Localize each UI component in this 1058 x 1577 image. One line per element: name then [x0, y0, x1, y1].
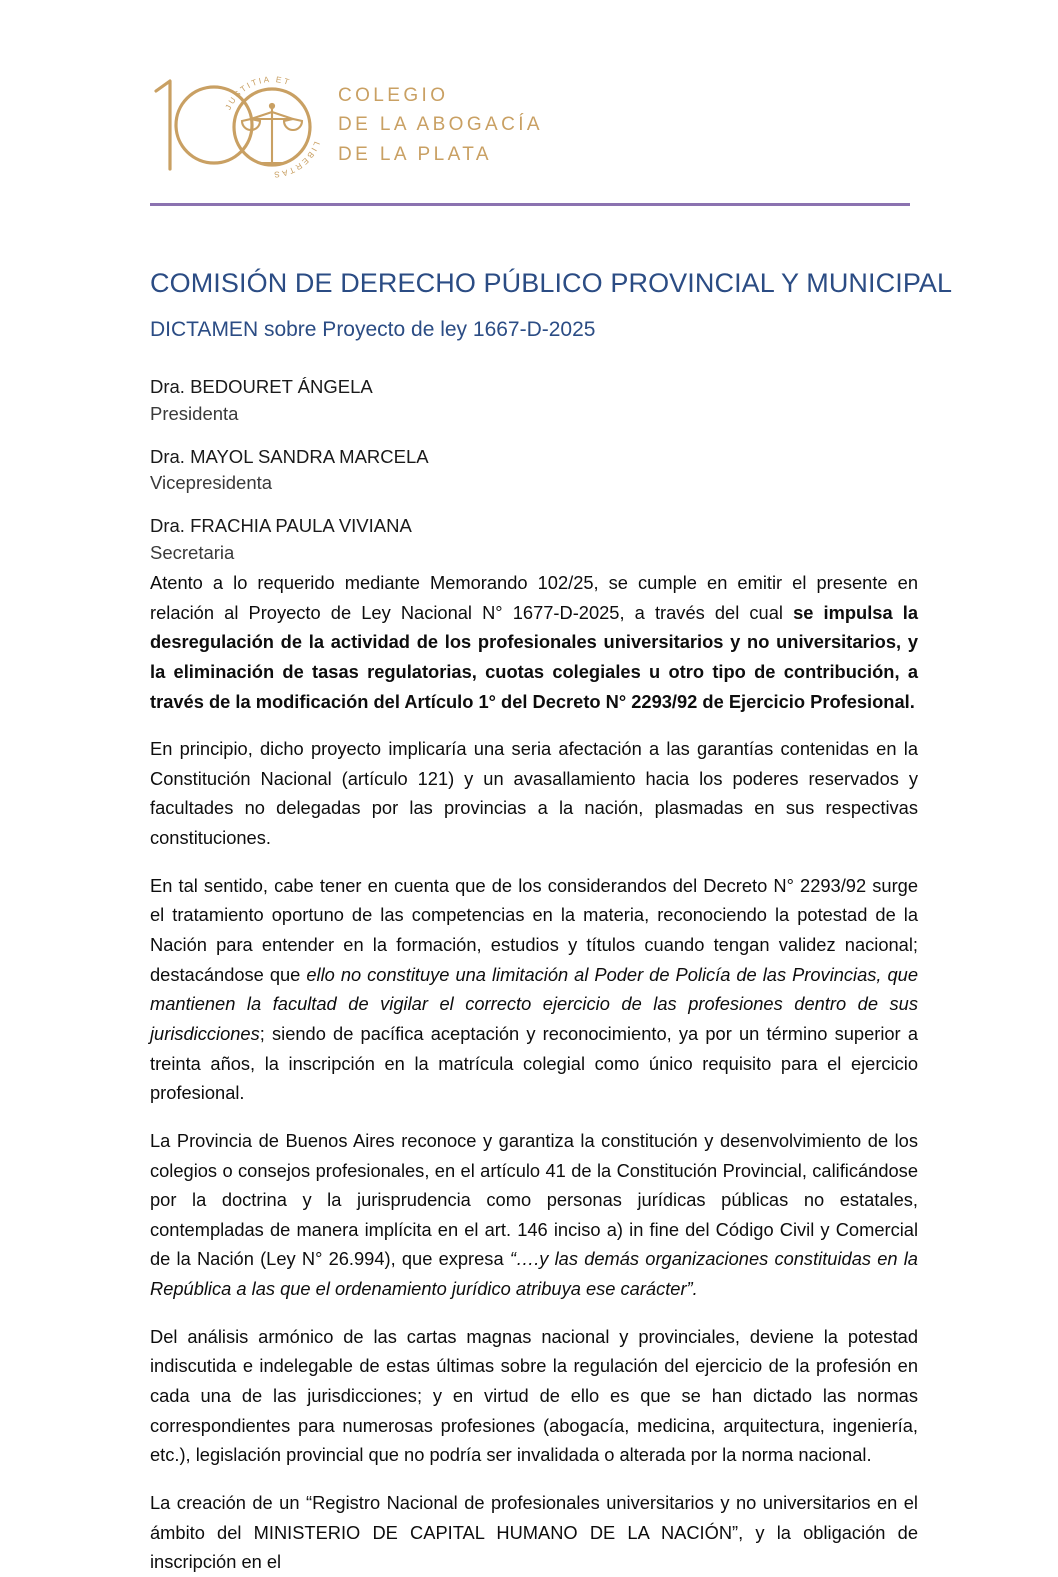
signatory-item: [150, 444, 850, 498]
paragraph: [150, 1322, 918, 1470]
signatory-item: [150, 374, 850, 428]
paragraph: [150, 734, 918, 853]
wordmark-line-1: COLEGIO: [338, 84, 449, 106]
page-title: COMISIÓN DE DERECHO PÚBLICO PROVINCIAL Y MUNICIPAL: [150, 268, 953, 298]
text-run-italic: ello no constituye una limitación al Poder de Policía de las Provincias, que mantienen la facultad de vigilar el correcto ejercicio de las profesiones dentro de sus jurisdicciones: [150, 963, 919, 1044]
signatory-name: Dra. MAYOL SANDRA MARCELA: [150, 445, 429, 467]
signatory-role: Presidenta: [150, 402, 239, 424]
signatory-name: Dra. BEDOURET ÁNGELA: [150, 376, 373, 397]
paragraph: [150, 1488, 918, 1577]
paragraph: [150, 568, 918, 716]
text-run-normal: La Provincia de Buenos Aires reconoce y garantiza la constitución y desenvolvimiento de los colegios o consejos profesionales, en el artículo 41 de la Constitución Provincial, calificándose por la doctrina y la jurisprudencia como personas jurídicas públicas no estatales, contempladas de manera implícita en el art. 146 inciso a) in fine del Código Civil y Comercial de la Nación (Ley N° 26.994), que expresa: [150, 1129, 918, 1270]
wordmark-line-3: DE LA PLATA: [338, 143, 492, 165]
text-run-normal: ; siendo de pacífica aceptación y reconocimiento, ya por un término superior a treinta años, la inscripción en la matrícula colegial como único requisito para el ejercicio profesional.: [150, 1022, 918, 1104]
text-run-normal: Del análisis armónico de las cartas magnas nacional y provinciales, deviene la potestad indiscutida e indelegable de estas últimas sobre la regulación del ejercicio de la profesión en cada una de las jurisdicciones; y en virtud de ello es que se han dictado las normas correspondientes para numerosas profesiones (abogacía, medicina, arquitectura, ingeniería, etc.), legislación provincial que no podría ser invalidada o alterada por la norma nacional.: [150, 1325, 918, 1466]
text-run-normal: En principio, dicho proyecto implicaría una seria afectación a las garantías contenidas en la Constitución Nacional (artículo 121) y un avasallamiento hacia los poderes reservados y facultades no delegadas por las provincias a la nación, plasmadas en sus respectivas constituciones.: [150, 738, 918, 849]
colegio-wordmark: [338, 81, 543, 169]
signatory-list: [150, 374, 850, 583]
paragraph: [150, 1126, 918, 1304]
signatory-name: Dra. FRACHIA PAULA VIVIANA: [150, 515, 412, 537]
signatory-role: Vicepresidenta: [150, 472, 273, 494]
signatory-item: [150, 513, 850, 567]
paragraph: [150, 871, 918, 1108]
letterhead: [150, 62, 910, 188]
text-run-normal: Atento a lo requerido mediante Memorando 102/25, se cumple en emitir el presente en relación al Proyecto de Ley Nacional N° 1677-D-2025, a través del cual: [150, 572, 918, 623]
wordmark-line-2: DE LA ABOGACÍA: [338, 114, 543, 136]
text-run-normal: La creación de un “Registro Nacional de profesionales universitarios y no universitarios en el ámbito del MINISTERIO DE CAPITAL HUMANO DE LA NACIÓN”, y la obligación de inscripción en el: [150, 1491, 918, 1573]
svg-text:LIBERTAS: LIBERTAS: [271, 140, 322, 180]
text-run-normal: En tal sentido, cabe tener en cuenta que de los considerandos del Decreto N° 2293/92 surge el tratamiento oportuno de las competencias en la materia, reconociendo la potestad de la Nación para entender en la formación, estudios y títulos cuando tengan validez nacional; destacándose que: [150, 874, 918, 985]
text-run-italic: “….y las demás organizaciones constituidas en la República a las que el ordenamiento jurídico atribuya ese carácter”.: [150, 1248, 918, 1300]
text-run-bold: se impulsa la desregulación de la actividad de los profesionales universitarios y no universitarios, y la eliminación de tasas regulatorias, cuotas colegiales u otro tipo de contribución, a través de la modificación del Artículo 1° del Decreto N° 2293/92 de Ejercicio Profesional.: [150, 601, 918, 712]
svg-text:JUSTITIA ET: JUSTITIA ET: [223, 74, 293, 112]
signatory-role: Secretaria: [150, 542, 235, 564]
colegio-logo-mark: [150, 65, 330, 185]
document-body: [150, 568, 918, 1577]
header-divider: [150, 203, 910, 206]
page-subtitle: DICTAMEN sobre Proyecto de ley 1667-D-2025: [150, 318, 596, 341]
